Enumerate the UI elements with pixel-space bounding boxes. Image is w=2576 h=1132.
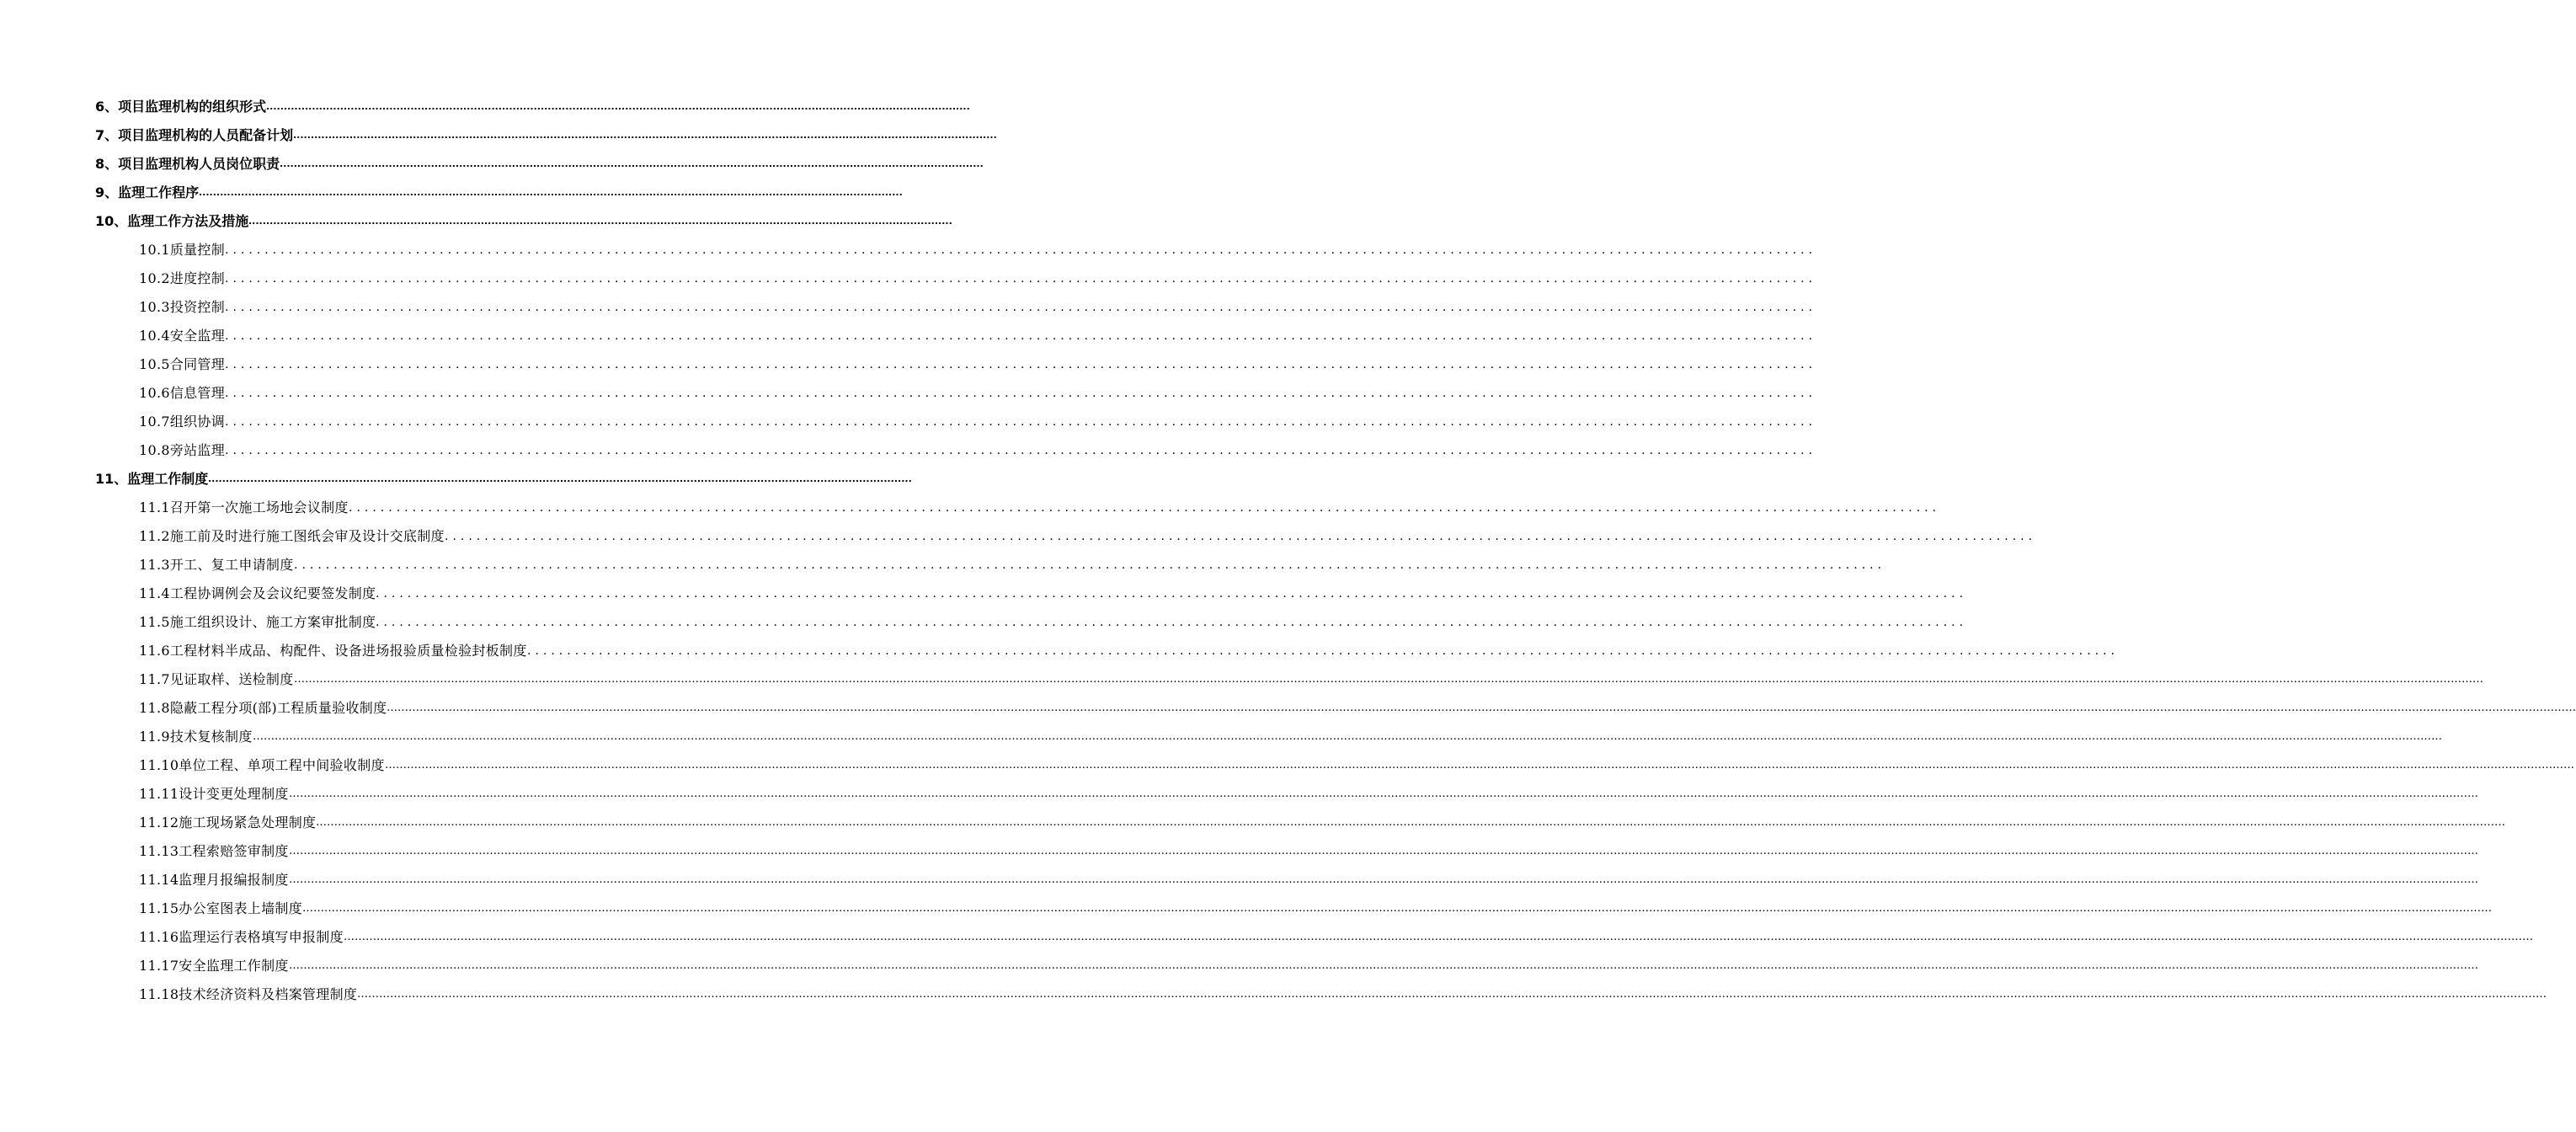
- toc-entry-label: 10、监理工作方法及措施: [95, 213, 249, 229]
- toc-subsection-entry[interactable]: [0, 579, 1968, 608]
- toc-entry-label: 11.18技术经济资料及档案管理制度: [139, 986, 358, 1002]
- toc-entry-label: 10.4安全监理: [139, 328, 226, 344]
- toc-leader-dots: ........................................................................................................................................................................................................: [225, 444, 1817, 457]
- toc-entry-label: 10.7组织协调: [139, 414, 226, 430]
- toc-subsection-entry[interactable]: [0, 952, 2478, 980]
- toc-subsection-entry[interactable]: [0, 637, 2120, 665]
- toc-leader-dots: ........................................................................................................................................................................................................: [208, 473, 912, 484]
- toc-entry-label: 11.4工程协调例会及会议纪要签发制度: [139, 585, 376, 601]
- toc-leader-dots: ……………………………………………………………………………………………………………………………………………………………………………………………………………………………………………………………………………………………………………………………………………………………………………………………………………………………………………………………………………………………………………………………………………………: [387, 702, 2576, 714]
- toc-section-entry[interactable]: [0, 207, 952, 236]
- toc-section-entry[interactable]: [0, 121, 997, 150]
- toc-entry-label: 11.8隐蔽工程分项(部)工程质量验收制度: [139, 700, 387, 716]
- toc-subsection-entry[interactable]: [0, 322, 1817, 350]
- toc-entry-label: 10.5合同管理: [139, 356, 226, 372]
- toc-leader-dots: ........................................................................................................................................................................................................: [225, 387, 1817, 400]
- toc-entry-label: 11.2施工前及时进行施工图纸会审及设计交底制度: [139, 528, 445, 544]
- toc-section-entry[interactable]: [0, 465, 912, 494]
- toc-entry-label: 10.8旁站监理: [139, 442, 226, 458]
- toc-leader-dots: ........................................................................................................................................................................................................: [225, 329, 1817, 343]
- toc-entry-label: 11、监理工作制度: [95, 471, 209, 487]
- toc-subsection-entry[interactable]: [0, 923, 2533, 952]
- toc-leader-dots: ........................................................................................................................................................................................................: [225, 243, 1817, 257]
- toc-leader-dots: ........................................................................................................................................................................................................: [376, 587, 1968, 601]
- toc-subsection-entry[interactable]: [0, 350, 1817, 379]
- toc-leader-dots: ……………………………………………………………………………………………………………………………………………………………………………………………………………………………………………………………………………………………………………………………………………………………………………………………………………………………………………………………………………………………………………………………………………………: [289, 788, 2478, 800]
- toc-entry-label: 11.11设计变更处理制度: [139, 786, 289, 802]
- toc-leader-dots: ……………………………………………………………………………………………………………………………………………………………………………………………………………………………………………………………………………………………………………………………………………………………………………………………………………………………………………………………………………………………………………………………………………………: [302, 902, 2492, 915]
- toc-section-entry[interactable]: [0, 150, 984, 179]
- toc-leader-dots: ........................................................................................................................................................................................................: [349, 501, 1941, 515]
- toc-leader-dots: ........................................................................................................................................................................................................: [527, 644, 2120, 658]
- toc-subsection-entry[interactable]: [0, 551, 1886, 579]
- toc-entry-label: 11.6工程材料半成品、构配件、设备进场报验质量检验封板制度: [139, 643, 527, 659]
- toc-leader-dots: ........................................................................................................................................................................................................: [199, 187, 903, 198]
- toc-subsection-entry[interactable]: [0, 379, 1817, 408]
- toc-leader-dots: ……………………………………………………………………………………………………………………………………………………………………………………………………………………………………………………………………………………………………………………………………………………………………………………………………………………………………………………………………………………………………………………………………………………: [316, 816, 2505, 829]
- toc-entry-label: 10.6信息管理: [139, 385, 226, 401]
- toc-leader-dots: ........................................................................................................................................................................................................: [294, 558, 1886, 572]
- toc-entry-label: 11.5施工组织设计、施工方案审批制度: [139, 614, 376, 630]
- toc-subsection-entry[interactable]: [0, 723, 2442, 751]
- toc-leader-dots: ……………………………………………………………………………………………………………………………………………………………………………………………………………………………………………………………………………………………………………………………………………………………………………………………………………………………………………………………………………………………………………………………………………………: [294, 673, 2483, 686]
- toc-leader-dots: ........................................................................................................................................................................................................: [248, 216, 952, 227]
- toc-leader-dots: ……………………………………………………………………………………………………………………………………………………………………………………………………………………………………………………………………………………………………………………………………………………………………………………………………………………………………………………………………………………………………………………………………………………: [385, 759, 2574, 772]
- toc-entry-label: 11.10单位工程、单项工程中间验收制度: [139, 757, 385, 773]
- toc-subsection-entry[interactable]: [0, 837, 2478, 866]
- toc-entry-label: 11.13工程索赔签审制度: [139, 843, 289, 859]
- toc-entry-label: 9、监理工作程序: [95, 184, 200, 200]
- toc-leader-dots: ........................................................................................................................................................................................................: [266, 101, 970, 112]
- toc-subsection-entry[interactable]: [0, 408, 1817, 436]
- table-of-contents: [0, 93, 2576, 1009]
- toc-entry-label: 10.2进度控制: [139, 270, 226, 286]
- toc-section-entry[interactable]: [0, 93, 970, 121]
- toc-entry-label: 11.14监理月报编报制度: [139, 872, 289, 888]
- toc-entry-label: 11.17安全监理工作制度: [139, 958, 289, 974]
- toc-subsection-entry[interactable]: [0, 264, 1817, 293]
- toc-entry-label: 10.1质量控制: [139, 242, 226, 258]
- toc-entry-label: 11.9技术复核制度: [139, 729, 253, 745]
- toc-subsection-entry[interactable]: [0, 522, 2037, 551]
- toc-entry-label: 11.12施工现场紧急处理制度: [139, 814, 317, 830]
- toc-leader-dots: ........................................................................................................................................................................................................: [225, 415, 1817, 429]
- toc-leader-dots: ........................................................................................................................................................................................................: [225, 301, 1817, 314]
- toc-section-entry[interactable]: [0, 179, 903, 207]
- toc-subsection-entry[interactable]: [0, 665, 2483, 694]
- toc-leader-dots: ........................................................................................................................................................................................................: [445, 530, 2037, 543]
- toc-subsection-entry[interactable]: [0, 608, 1968, 637]
- toc-subsection-entry[interactable]: [0, 494, 1941, 522]
- toc-subsection-entry[interactable]: [0, 809, 2505, 837]
- toc-leader-dots: ……………………………………………………………………………………………………………………………………………………………………………………………………………………………………………………………………………………………………………………………………………………………………………………………………………………………………………………………………………………………………………………………………………………: [357, 988, 2547, 1001]
- toc-entry-label: 11.7见证取样、送检制度: [139, 671, 294, 687]
- toc-entry-label: 11.15办公室图表上墙制度: [139, 900, 303, 916]
- toc-leader-dots: ........................................................................................................................................................................................................: [225, 272, 1817, 286]
- toc-leader-dots: ……………………………………………………………………………………………………………………………………………………………………………………………………………………………………………………………………………………………………………………………………………………………………………………………………………………………………………………………………………………………………………………………………………………: [289, 845, 2478, 857]
- toc-subsection-entry[interactable]: [0, 694, 2576, 723]
- toc-entry-label: 6、项目监理机构的组织形式: [95, 99, 267, 115]
- toc-entry-label: 11.3开工、复工申请制度: [139, 557, 294, 573]
- toc-entry-label: 10.3投资控制: [139, 299, 226, 315]
- toc-leader-dots: ........................................................................................................................................................................................................: [225, 358, 1817, 371]
- toc-subsection-entry[interactable]: [0, 436, 1817, 465]
- toc-entry-label: 11.1召开第一次施工场地会议制度: [139, 499, 349, 515]
- toc-leader-dots: ……………………………………………………………………………………………………………………………………………………………………………………………………………………………………………………………………………………………………………………………………………………………………………………………………………………………………………………………………………………………………………………………………………………: [344, 931, 2533, 943]
- toc-leader-dots: ........................................................................................................................................................................................................: [376, 616, 1968, 629]
- toc-subsection-entry[interactable]: [0, 866, 2478, 894]
- toc-subsection-entry[interactable]: [0, 236, 1817, 264]
- toc-leader-dots: ……………………………………………………………………………………………………………………………………………………………………………………………………………………………………………………………………………………………………………………………………………………………………………………………………………………………………………………………………………………………………………………………………………………: [289, 959, 2478, 972]
- toc-subsection-entry[interactable]: [0, 894, 2492, 923]
- toc-leader-dots: ……………………………………………………………………………………………………………………………………………………………………………………………………………………………………………………………………………………………………………………………………………………………………………………………………………………………………………………………………………………………………………………………………………………: [289, 873, 2478, 886]
- toc-entry-label: 11.16监理运行表格填写申报制度: [139, 929, 344, 945]
- toc-subsection-entry[interactable]: [0, 980, 2547, 1009]
- toc-entry-label: 8、项目监理机构人员岗位职责: [95, 156, 280, 172]
- toc-leader-dots: ........................................................................................................................................................................................................: [293, 130, 997, 141]
- toc-leader-dots: ……………………………………………………………………………………………………………………………………………………………………………………………………………………………………………………………………………………………………………………………………………………………………………………………………………………………………………………………………………………………………………………………………………………: [253, 730, 2442, 743]
- toc-subsection-entry[interactable]: [0, 751, 2574, 780]
- toc-leader-dots: ........................................................................................................................................................................................................: [280, 158, 984, 169]
- toc-subsection-entry[interactable]: [0, 293, 1817, 322]
- toc-subsection-entry[interactable]: [0, 780, 2478, 809]
- toc-entry-label: 7、项目监理机构的人员配备计划: [95, 127, 294, 143]
